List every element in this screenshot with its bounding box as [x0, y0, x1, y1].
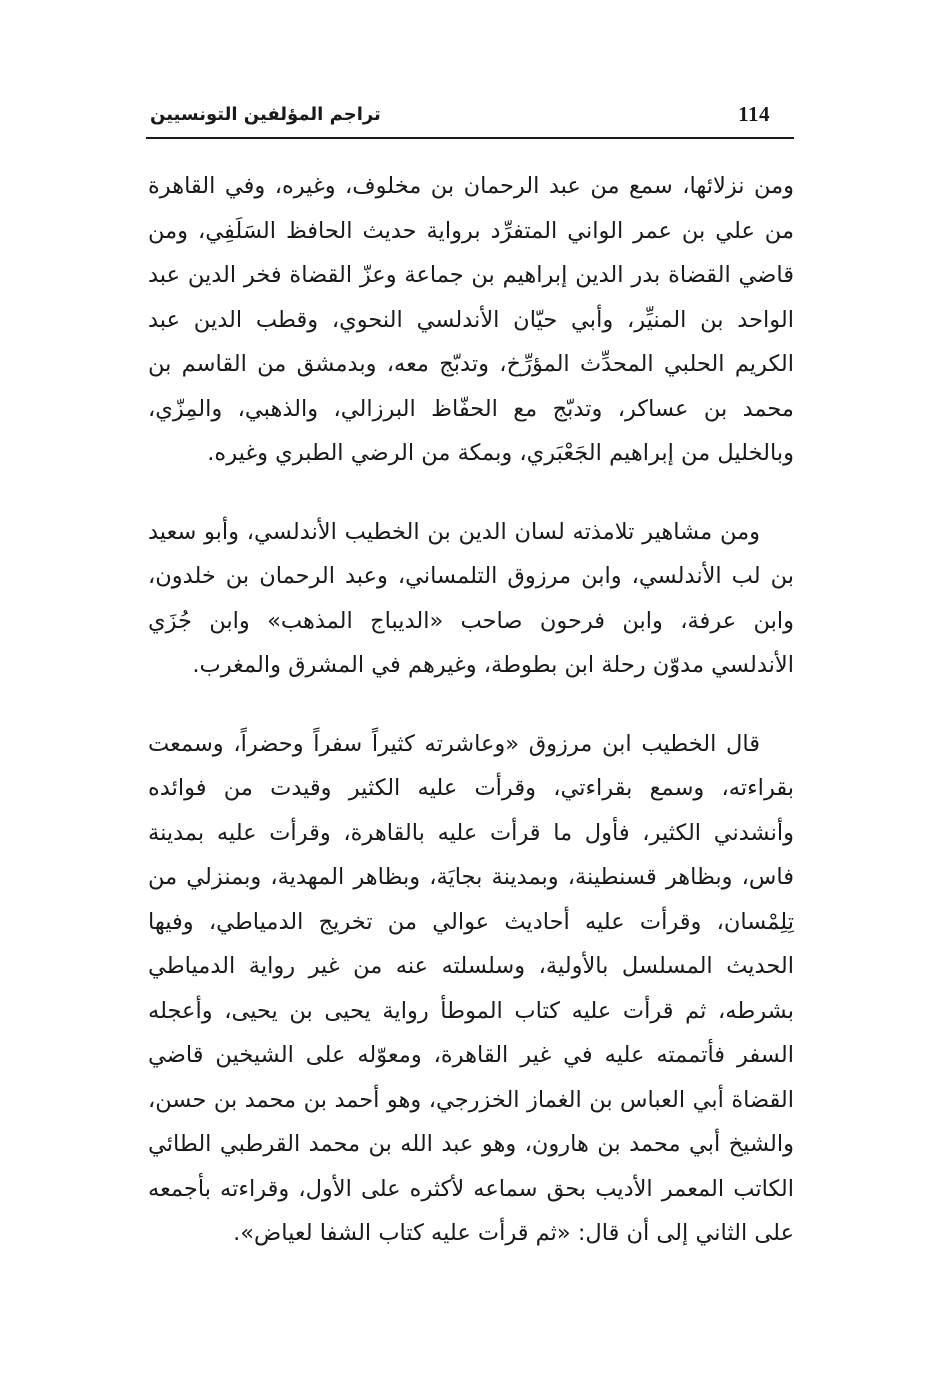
body-text — [148, 164, 794, 1256]
header-rule — [146, 137, 794, 139]
paragraph-1: ومن نزلائها، سمع من عبد الرحمان بن مخلوف، وغيره، وفي القاهرة من علي بن عمر الواني المتفرِّد برواية حديث الحافظ السَلَفِي، ومن قاضي القضاة بدر الدين إبراهيم بن جماعة وعزّ القضاة فخر الدين عبد الواحد بن المنيِّر، وأبي حيّان الأندلسي النحوي، وقطب الدين عبد الكريم الحلبي المحدِّث المؤرِّخ، وتدبّج معه، وبدمشق من القاسم بن محمد بن عساكر، وتدبّج مع الحفّاظ البرزالي، والذهبي، والمِزّي، وبالخليل من إبراهيم الجَعْبَري، وبمكة من الرضي الطبري وغيره. — [148, 173, 794, 466]
running-title: تراجم المؤلفين التونسيين — [150, 104, 381, 125]
page-number: 114 — [738, 102, 770, 126]
paragraph-2: ومن مشاهير تلامذته لسان الدين بن الخطيب الأندلسي، وأبو سعيد بن لب الأندلسي، وابن مرزوق التلمساني، وعبد الرحمان بن خلدون، وابن عرفة، وابن فرحون صاحب «الديباج المذهب» وابن جُزَي الأندلسي مدوّن رحلة ابن بطوطة، وغيرهم في المشرق والمغرب. — [148, 518, 794, 678]
page-header — [150, 100, 792, 136]
paragraph-3: قال الخطيب ابن مرزوق «وعاشرته كثيراً سفراً وحضراً، وسمعت بقراءته، وسمع بقراءتي، وقرأت عليه الكثير وقيدت من فوائده وأنشدني الكثير، فأول ما قرأت عليه بالقاهرة، وقرأت عليه بمدينة فاس، وبظاهر قسنطينة، وبمدينة بجايَة، وبظاهر المهدية، وبمنزلي من تِلِمْسان، وقرأت عليه أحاديث عوالي من تخريج الدمياطي، وفيها الحديث المسلسل بالأولية، وسلسلته عنه من غير رواية الدمياطي بشرطه، ثم قرأت عليه كتاب الموطأ رواية يحيى بن يحيى، وأعجله السفر فأتممته عليه في غير القاهرة، ومعوّله على الشيخين قاضي القضاة أبي العباس بن الغماز الخزرجي، وهو أحمد بن محمد بن حسن، والشيخ أبي محمد بن هارون، وهو عبد الله بن محمد القرطبي الطائي الكاتب المعمر الأديب بحق سماعه لأكثره على الأول، وقراءته بأجمعه على الثاني إلى أن قال: «ثم قرأت عليه كتاب الشفا لعياض». — [148, 730, 794, 1246]
